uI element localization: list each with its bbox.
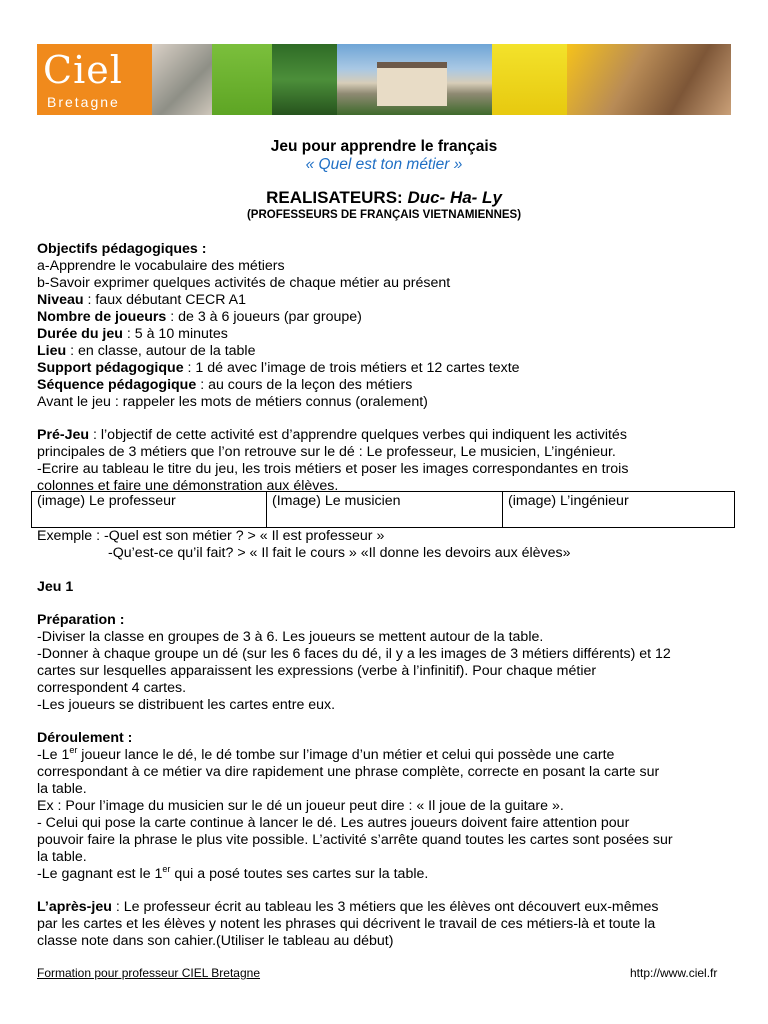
jeu1-heading: Jeu 1: [37, 579, 74, 595]
avant-jeu-line: Avant le jeu : rappeler les mots de métiers connus (oralement): [37, 394, 428, 410]
table-row: [32, 492, 735, 528]
deroulement-line-1: -Le 1er joueur lance le dé, le dé tombe sur l’image d’un métier et celui qui possède une carte: [37, 745, 615, 763]
preparation-line-2: -Donner à chaque groupe un dé (sur les 6 faces du dé, il y a les images de 3 métiers différents) et 12: [37, 646, 671, 662]
prejeu-line-1: Pré-Jeu : l’objectif de cette activité est d’apprendre quelques verbes qui indiquent les activités: [37, 427, 627, 443]
footer-url: http://www.ciel.fr: [630, 966, 718, 980]
niveau-line: Niveau : faux débutant CECR A1: [37, 292, 246, 308]
table-cell-ingenieur: (image) L’ingénieur: [503, 492, 735, 528]
logo-text: Ciel: [43, 48, 123, 92]
table-cell-musicien: (Image) Le musicien: [267, 492, 503, 528]
banner-color-block-yellow: [492, 44, 567, 115]
realisateurs-names: Duc- Ha- Ly: [407, 188, 502, 207]
prejeu-line-3: -Ecrire au tableau le titre du jeu, les trois métiers et poser les images correspondantes en trois: [37, 461, 629, 477]
banner-color-block-green: [212, 44, 272, 115]
deroulement-line-3: la table.: [37, 781, 87, 797]
deroulement-line-8: -Le gagnant est le 1er qui a posé toutes ses cartes sur la table.: [37, 864, 429, 882]
document-title: Jeu pour apprendre le français: [270, 138, 498, 155]
preparation-line-3: cartes sur lesquelles apparaissent les expressions (verbe à l’infinitif). Pour chaque métier: [37, 663, 597, 679]
support-line: Support pédagogique : 1 dé avec l’image de trois métiers et 12 cartes texte: [37, 360, 520, 376]
prejeu-line-4: colonnes et faire une démonstration aux élèves.: [37, 478, 339, 494]
apres-jeu-line-2: par les cartes et les élèves y notent les phrases qui décrivent le travail de ces métiers-là et toute la: [37, 916, 656, 932]
deroulement-heading: Déroulement :: [37, 730, 133, 746]
realisateurs-line: [0, 188, 768, 208]
document-subtitle: « Quel est ton métier »: [305, 156, 463, 173]
banner-photo-leaves: [272, 44, 337, 115]
objectif-b: b-Savoir exprimer quelques activités de chaque métier au présent: [37, 275, 451, 291]
deroulement-line-5: - Celui qui pose la carte continue à lancer le dé. Les autres joueurs doivent faire attention pour: [37, 815, 630, 831]
deroulement-line-4: Ex : Pour l’image du musicien sur le dé un joueur peut dire : « Il joue de la guitare ».: [37, 798, 564, 814]
realisateurs-note: (PROFESSEURS DE FRANÇAIS VIETNAMIENNES): [246, 209, 522, 221]
preparation-line-4: correspondent 4 cartes.: [37, 680, 187, 696]
exemple-line-2: -Qu’est-ce qu’il fait? > « Il fait le cours » «Il donne les devoirs aux élèves»: [108, 545, 571, 561]
preparation-heading: Préparation :: [37, 612, 125, 628]
apres-jeu-line-3: classe note dans son cahier.(Utiliser le tableau au début): [37, 933, 394, 949]
deroulement-line-2: correspondant à ce métier va dire rapidement une phrase complète, correcte en posant la carte sur: [37, 764, 660, 780]
banner-photo-writing: [152, 44, 212, 115]
exemple-line-1: Exemple : -Quel est son métier ? > « Il est professeur »: [37, 528, 385, 544]
lieu-line: Lieu : en classe, autour de la table: [37, 343, 256, 359]
preparation-line-5: -Les joueurs se distribuent les cartes entre eux.: [37, 697, 336, 713]
joueurs-line: Nombre de joueurs : de 3 à 6 joueurs (par groupe): [37, 309, 362, 325]
metiers-table: [31, 491, 735, 528]
realisateurs-label: REALISATEURS:: [266, 188, 408, 207]
apres-jeu-line-1: L’après-jeu : Le professeur écrit au tableau les 3 métiers que les élèves ont découvert eux-mêmes: [37, 899, 659, 915]
footer-credit: Formation pour professeur CIEL Bretagne: [37, 966, 261, 980]
sequence-line: Séquence pédagogique : au cours de la leçon des métiers: [37, 377, 413, 393]
preparation-line-1: -Diviser la classe en groupes de 3 à 6. Les joueurs se mettent autour de la table.: [37, 629, 544, 645]
objectif-a: a-Apprendre le vocabulaire des métiers: [37, 258, 285, 274]
table-cell-professeur: (image) Le professeur: [32, 492, 267, 528]
logo-subtext: Bretagne: [47, 94, 120, 110]
deroulement-line-7: la table.: [37, 849, 87, 865]
prejeu-line-2: principales de 3 métiers que l’on retrouve sur le dé : Le professeur, Le musicien, L’ingénieur.: [37, 444, 616, 460]
objectifs-heading: Objectifs pédagogiques :: [37, 241, 207, 257]
deroulement-line-6: pouvoir faire la phrase le plus vite possible. L’activité s’arrête quand toutes les cartes sont posées sur: [37, 832, 673, 848]
ciel-bretagne-logo: [37, 44, 152, 115]
header-banner: [37, 44, 731, 115]
duree-line: Durée du jeu : 5 à 10 minutes: [37, 326, 228, 342]
banner-photo-students: [567, 44, 731, 115]
banner-photo-building: [337, 44, 492, 115]
